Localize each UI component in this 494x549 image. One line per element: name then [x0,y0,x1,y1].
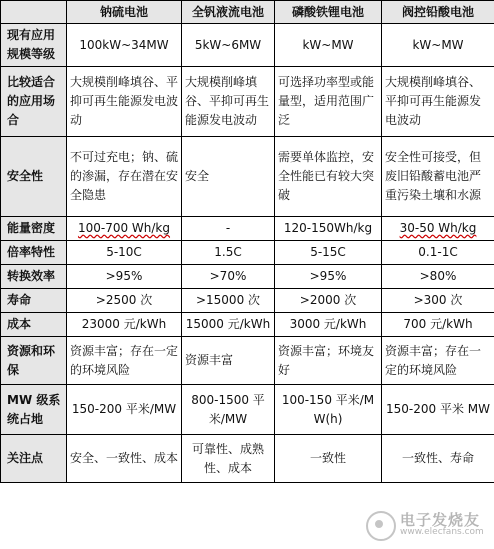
table-cell: 安全、一致性、成本 [67,435,182,483]
table-cell: 15000 元/kWh [182,313,275,337]
table-cell: 150-200 平米 MW [382,385,494,435]
table-cell: >15000 次 [182,289,275,313]
header-cell-lead-acid: 阀控铅酸电池 [382,1,494,24]
watermark-logo-icon [366,511,396,541]
row-label: 倍率特性 [1,241,67,265]
table-cell: 1.5C [182,241,275,265]
table-cell: 大规模削峰填谷、平抑可再生能源发电波动 [382,67,494,137]
table-row [1,289,494,313]
table-row [1,217,494,241]
table-cell: 大规模削峰填谷、平抑可再生能源发电波动 [67,67,182,137]
row-label: 能量密度 [1,217,67,241]
row-label: 转换效率 [1,265,67,289]
table-cell: 5-10C [67,241,182,265]
table-cell: 100-150 平米/MW(h) [275,385,382,435]
row-label: MW 级系统占地 [1,385,67,435]
table-cell: 0.1-1C [382,241,494,265]
table-cell: 3000 元/kWh [275,313,382,337]
row-label: 寿命 [1,289,67,313]
row-label: 资源和环保 [1,337,67,385]
table-row [1,241,494,265]
table-cell: 120-150Wh/kg [275,217,382,241]
table-cell: >80% [382,265,494,289]
table-cell: 可靠性、成熟性、成本 [182,435,275,483]
table-cell: >70% [182,265,275,289]
table-cell: kW~MW [275,24,382,67]
table-cell: 30-50 Wh/kg [382,217,494,241]
table-cell: 一致性 [275,435,382,483]
table-cell: 100kW~34MW [67,24,182,67]
table-row [1,435,494,483]
table-cell: 一致性、寿命 [382,435,494,483]
row-label: 关注点 [1,435,67,483]
table-cell: 800-1500 平米/MW [182,385,275,435]
header-cell-lithium-iron-phosphate: 磷酸铁锂电池 [275,1,382,24]
row-label: 成本 [1,313,67,337]
watermark [366,509,486,543]
table-cell: 需要单体监控，安全性能已有较大突破 [275,137,382,217]
row-label: 安全性 [1,137,67,217]
table-cell: >95% [275,265,382,289]
header-cell-vanadium-flow: 全钒液流电池 [182,1,275,24]
table-cell: 大规模削峰填谷、平抑可再生能源发电波动 [182,67,275,137]
table-cell: 资源丰富；环境友好 [275,337,382,385]
table-row [1,24,494,67]
header-cell-sodium-sulfur: 钠硫电池 [67,1,182,24]
table-cell: 23000 元/kWh [67,313,182,337]
table-cell: 100-700 Wh/kg [67,217,182,241]
table-cell: 安全 [182,137,275,217]
table-header-row [1,1,494,24]
table-cell: 不可过充电；钠、硫的渗漏，存在潜在安全隐患 [67,137,182,217]
row-label: 比较适合的应用场合 [1,67,67,137]
table-cell: >300 次 [382,289,494,313]
table-cell: 资源丰富；存在一定的环境风险 [382,337,494,385]
table-cell: 可选择功率型或能量型，适用范围广泛 [275,67,382,137]
table-row [1,137,494,217]
table-cell: 700 元/kWh [382,313,494,337]
table-row [1,337,494,385]
table-cell: >2000 次 [275,289,382,313]
watermark-text: 电子发烧友 [400,511,481,529]
table-row [1,385,494,435]
table-cell: >2500 次 [67,289,182,313]
table-cell: kW~MW [382,24,494,67]
table-cell: 5kW~6MW [182,24,275,67]
row-label: 现有应用规模等级 [1,24,67,67]
table-cell: 5-15C [275,241,382,265]
watermark-url: www.elecfans.com [400,527,484,537]
table-row [1,313,494,337]
table-cell: 资源丰富 [182,337,275,385]
table-row [1,67,494,137]
table-cell: >95% [67,265,182,289]
table-row [1,265,494,289]
header-cell-empty [1,1,67,24]
table-cell: 150-200 平米/MW [67,385,182,435]
table-cell: 资源丰富；存在一定的环境风险 [67,337,182,385]
table-cell: 安全性可接受，但废旧铅酸蓄电池严重污染土壤和水源 [382,137,494,217]
table-cell: - [182,217,275,241]
